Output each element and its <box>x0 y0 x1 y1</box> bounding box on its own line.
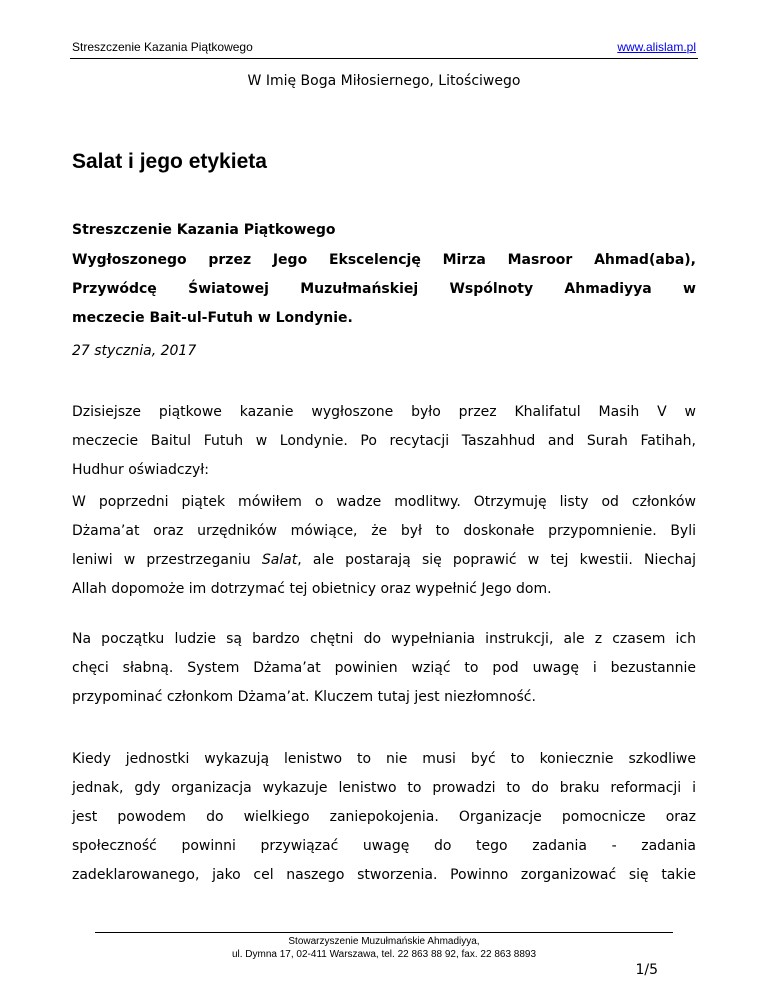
sermon-subtitle: Streszczenie Kazania Piątkowego <box>72 222 336 238</box>
paragraph-line: jednak, gdy organizacja wykazuje lenistwo to prowadzi to do braku reformacji i <box>72 780 696 796</box>
header-divider <box>70 58 698 59</box>
paragraph-line: przypominać członkom Dżama’at. Kluczem tutaj jest niezłomność. <box>72 689 536 705</box>
footer-address: ul. Dymna 17, 02-411 Warszawa, tel. 22 863 88 92, fax. 22 863 8893 <box>231 949 537 960</box>
delivered-by-line: Przywódcę Światowej Muzułmańskiej Wspólnoty Ahmadiyya w <box>72 281 696 297</box>
paragraph-line: Allah dopomoże im dotrzymać tej obietnicy oraz wypełnić Jego dom. <box>72 581 552 597</box>
salat-term: Salat <box>261 552 298 568</box>
paragraph-line: Kiedy jednostki wykazują lenistwo to nie musi być to koniecznie szkodliwe <box>72 751 696 767</box>
paragraph-line: meczecie Baitul Futuh w Londynie. Po recytacji Taszahhud and Surah Fatihah, <box>72 433 696 449</box>
footer-organization: Stowarzyszenie Muzułmańskie Ahmadiyya, <box>288 936 480 947</box>
delivered-by-line: meczecie Bait-ul-Futuh w Londynie. <box>72 310 353 326</box>
paragraph-line: Dzisiejsze piątkowe kazanie wygłoszone było przez Khalifatul Masih V w <box>72 404 696 420</box>
page-number: 1/5 <box>635 962 658 978</box>
delivered-by-line: Wygłoszonego przez Jego Ekscelencję Mirza Masroor Ahmad(aba), <box>72 252 696 268</box>
paragraph-text: leniwi w przestrzeganiu <box>72 552 262 568</box>
paragraph-line: Na początku ludzie są bardzo chętni do wypełniania instrukcji, ale z czasem ich <box>72 631 696 647</box>
header-title: Streszczenie Kazania Piątkowego <box>72 40 253 54</box>
paragraph-line: jest powodem do wielkiego zaniepokojenia. Organizacje pomocnicze oraz <box>72 809 696 825</box>
paragraph-line: Hudhur oświadczył: <box>72 462 209 478</box>
invocation: W Imię Boga Miłosiernego, Litościwego <box>247 73 521 89</box>
paragraph-line: chęci słabną. System Dżama’at powinien wziąć to pod uwagę i bezustannie <box>72 660 696 676</box>
page-title: Salat i jego etykieta <box>72 150 267 173</box>
sermon-date: 27 stycznia, 2017 <box>72 343 197 359</box>
footer-divider <box>95 932 673 933</box>
paragraph-text: , ale postarają się poprawić w tej kwestii. Niechaj <box>297 552 696 568</box>
paragraph-line: W poprzedni piątek mówiłem o wadze modlitwy. Otrzymuję listy od członków <box>72 494 696 510</box>
paragraph-line: społeczność powinni przywiązać uwagę do tego zadania - zadania <box>72 838 696 854</box>
header-website-link[interactable]: www.alislam.pl <box>617 40 696 54</box>
paragraph-line: Dżama’at oraz urzędników mówiące, że był to doskonałe przypomnienie. Byli <box>72 523 696 539</box>
paragraph-line: zadeklarowanego, jako cel naszego stworzenia. Powinno zorganizować się takie <box>72 867 696 883</box>
paragraph-line <box>72 552 696 568</box>
